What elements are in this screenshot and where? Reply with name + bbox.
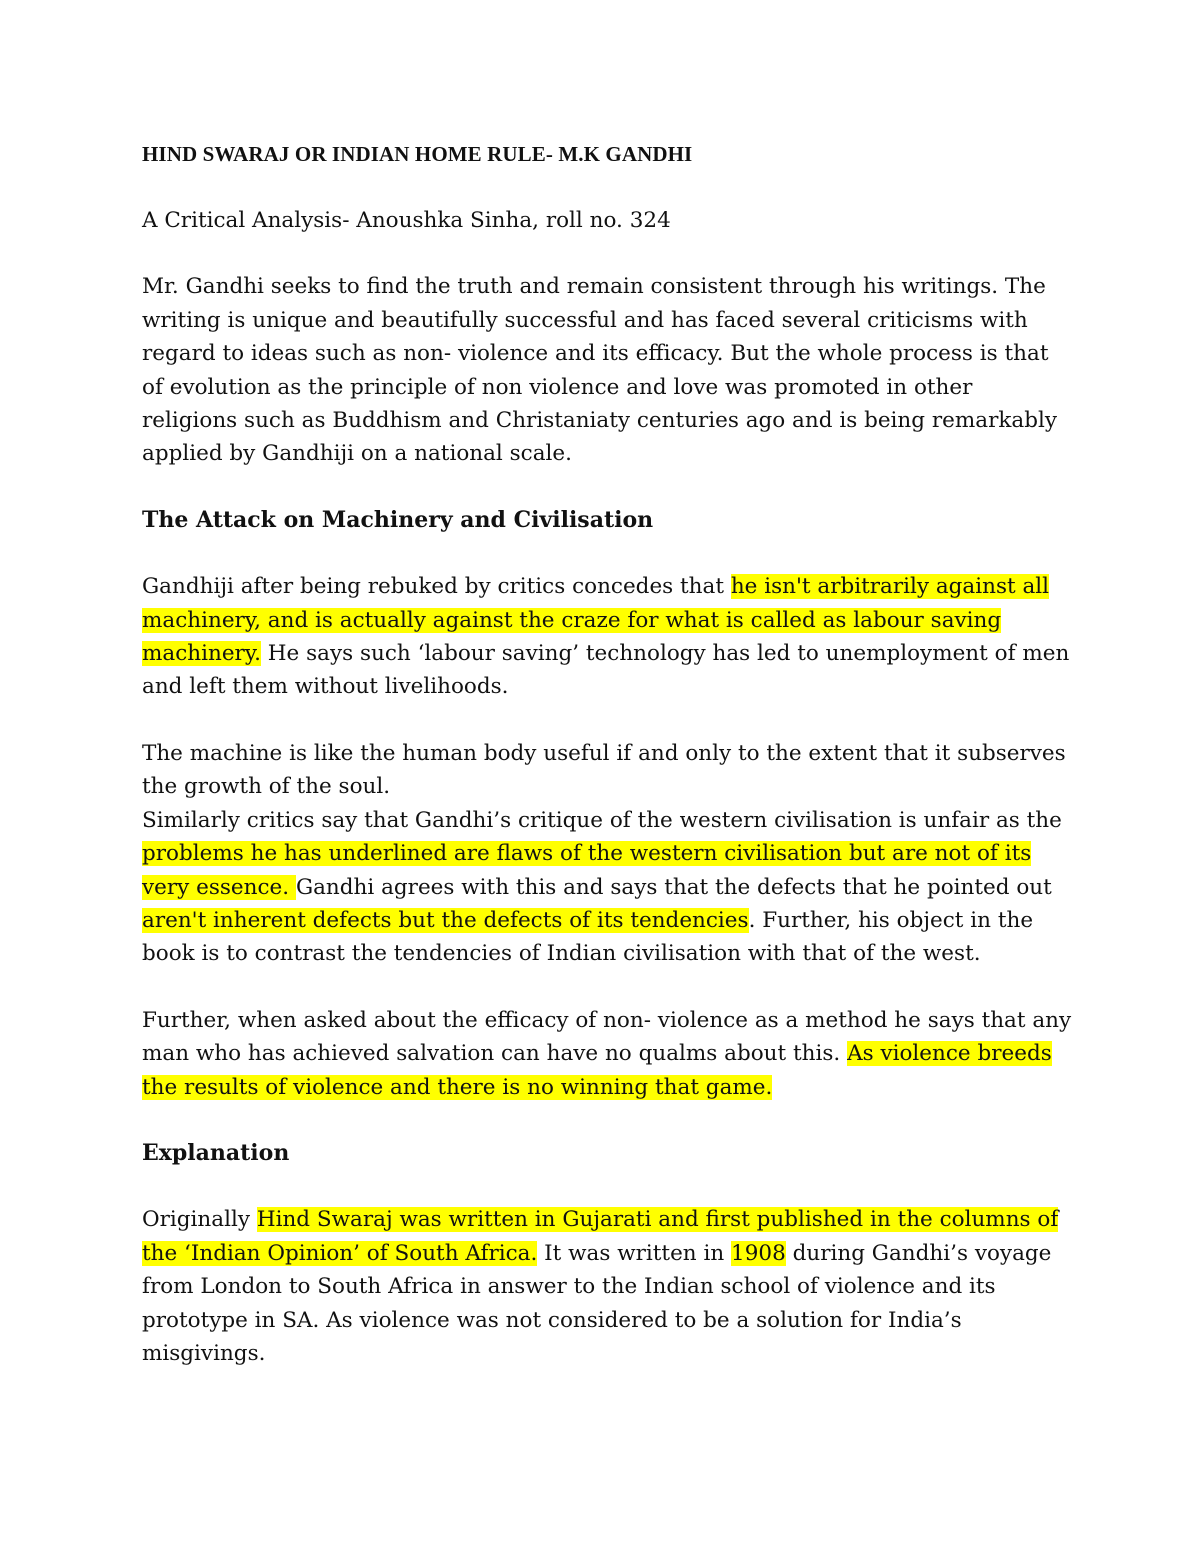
text-run: Further, when asked about the efficacy of non- violence as a method he says that any man who has achieved salvation can have no qualms about this.: [142, 1007, 1072, 1067]
text-run: Originally: [142, 1207, 257, 1233]
text-run: He says such ‘labour saving’ technology has led to unemployment of men and left them without livelihoods.: [142, 641, 1070, 700]
section-heading-explanation: Explanation: [142, 1139, 290, 1166]
text-run: during Gandhi’s voyage from London to South Africa in answer to the Indian school of violence and its prototype in SA. As violence was not considered to be a solution for India’s misgivings.: [142, 1240, 1052, 1366]
highlighted-text: 1908: [731, 1240, 786, 1266]
text-run: Gandhi agrees with this and says that the defects that he pointed out: [295, 874, 1052, 900]
text-run: . Further, his object in the book is to contrast the tendencies of Indian civilisation with that of the west.: [142, 907, 1034, 967]
machine-body-paragraph: The machine is like the human body useful if and only to the extent that it subserves the growth of the soul.: [142, 740, 1066, 800]
intro-paragraph: Mr. Gandhi seeks to find the truth and remain consistent through his writings. The writing is unique and beautifully successful and has faced several criticisms with regard to ideas such as non- violence and its efficacy. But the whole process is that of evolution as the principle of non violence and love was promoted in other religions such as Buddhism and Christaniaty centuries ago and is being remarkably applied by Gandhiji on a national scale.: [142, 274, 1057, 467]
text-run: It was written in: [537, 1240, 732, 1266]
author-line: A Critical Analysis- Anoushka Sinha, roll no. 324: [142, 208, 671, 233]
section-heading-machinery: The Attack on Machinery and Civilisation: [142, 506, 654, 533]
text-run: Gandhiji after being rebuked by critics concedes that: [142, 574, 731, 600]
highlighted-text: he isn't arbitrarily against all machinery, and is actually against the craze for what is called as labour saving machinery.: [142, 574, 1050, 667]
civilisation-paragraph: [142, 804, 1072, 971]
highlighted-text: aren't inherent defects but the defects of its tendencies: [142, 907, 749, 933]
highlighted-text: problems he has underlined are flaws of the western civilisation but are not of its very essence.: [142, 841, 1032, 900]
document-title: HIND SWARAJ OR INDIAN HOME RULE- M.K GANDHI: [142, 142, 693, 166]
text-run: Similarly critics say that Gandhi’s critique of the western civilisation is unfair as the: [142, 807, 1062, 833]
nonviolence-paragraph: [142, 1004, 1072, 1104]
highlighted-text: As violence breeds the results of violence and there is no winning that game.: [142, 1041, 1052, 1100]
highlighted-text: Hind Swaraj was written in Gujarati and first published in the columns of the ‘Indian Opinion’ of South Africa.: [142, 1207, 1059, 1266]
explanation-paragraph: [142, 1203, 1072, 1370]
machinery-paragraph: [142, 570, 1072, 704]
document-page: [142, 138, 1072, 1370]
